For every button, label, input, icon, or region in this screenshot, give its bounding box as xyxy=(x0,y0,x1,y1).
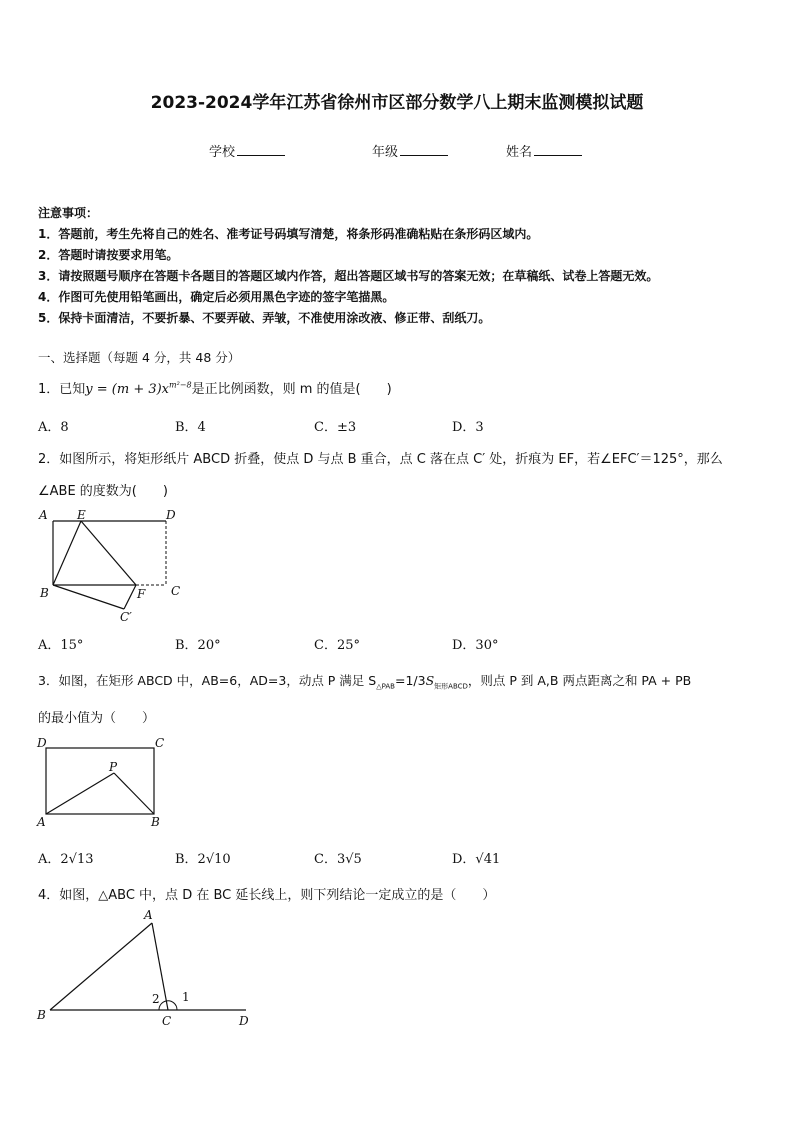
q2-line-1: 2．如图所示，将矩形纸片 ABCD 折叠，使点 D 与点 B 重合，点 C 落在点 C′ 处，折痕为 EF，若∠EFC′＝125°，那么 xyxy=(38,452,723,467)
label-a: A xyxy=(144,908,153,922)
label-angle-1: 1 xyxy=(182,990,190,1004)
grade-field[interactable] xyxy=(372,141,448,160)
q2-option-c[interactable]: C．25° xyxy=(314,638,360,653)
edge-c-prime-f xyxy=(124,585,136,609)
q1-pre: 1．已知 xyxy=(38,382,86,397)
q2-line-2: ∠ABE 的度数为( ) xyxy=(38,484,168,499)
label-f: F xyxy=(137,587,146,601)
q2-option-a[interactable]: A．15° xyxy=(38,638,84,653)
label-e: E xyxy=(77,508,86,522)
segment-pb xyxy=(114,773,154,814)
note-item: 5．保持卡面清洁，不要折暴、不要弄破、弄皱，不准使用涂改液、修正带、刮纸刀。 xyxy=(38,311,491,325)
label-b: B xyxy=(151,815,160,829)
name-field[interactable] xyxy=(506,141,582,160)
q1-option-a[interactable]: A．8 xyxy=(38,420,69,435)
q3-sub-pab: △PAB xyxy=(376,682,395,691)
label-c-prime: C′ xyxy=(120,610,132,624)
school-field[interactable] xyxy=(209,141,285,160)
q3-text-a: 3．如图，在矩形 ABCD 中，AB=6，AD=3，动点 P 满足 S xyxy=(38,673,377,688)
q1-exponent: m²−8 xyxy=(169,380,192,390)
note-item: 1．答题前，考生先将自己的姓名、准考证号码填写清楚，将条形码准确粘贴在条形码区域内。 xyxy=(38,227,539,241)
note-item: 2．答题时请按要求用笔。 xyxy=(38,248,179,262)
q3-option-a[interactable]: A．2√13 xyxy=(38,852,94,867)
angle-2-arc xyxy=(159,1001,166,1010)
label-c: C xyxy=(171,584,181,598)
q2-figure xyxy=(34,505,184,627)
q4-line-1: 4．如图，△ABC 中，点 D 在 BC 延长线上，则下列结论一定成立的是（ ） xyxy=(38,888,496,903)
q1-option-c[interactable]: C．±3 xyxy=(314,420,357,435)
q4-figure xyxy=(34,905,264,1035)
edge-bc-prime xyxy=(53,585,124,609)
q2-option-d[interactable]: D．30° xyxy=(452,638,499,653)
q2-option-b[interactable]: B．20° xyxy=(175,638,221,653)
school-blank[interactable] xyxy=(237,155,285,156)
q1-post: 是正比例函数，则 m 的值是( ) xyxy=(191,382,392,397)
q3-s: S xyxy=(425,673,435,688)
grade-label: 年级 xyxy=(372,145,399,160)
segment-pa xyxy=(46,773,114,814)
q3-option-b[interactable]: B．2√10 xyxy=(175,852,231,867)
page-title: 2023-2024学年江苏省徐州市区部分数学八上期末监测模拟试题 xyxy=(150,93,644,113)
label-a: A xyxy=(39,508,48,522)
name-label: 姓名 xyxy=(506,145,533,160)
note-item: 4．作图可先使用铅笔画出，确定后必须用黑色字迹的签字笔描黑。 xyxy=(38,290,395,304)
q3-sub-rect: 矩形ABCD xyxy=(434,682,468,691)
label-d: D xyxy=(239,1014,249,1028)
question-1 xyxy=(38,378,392,397)
label-c: C xyxy=(155,736,165,750)
q3-line-1 xyxy=(38,671,691,692)
section-heading: 一、选择题（每题 4 分，共 48 分） xyxy=(38,350,241,365)
q3-equals: = xyxy=(394,673,406,688)
q3-figure xyxy=(34,733,174,833)
q3-fraction: 1/3 xyxy=(405,673,426,688)
label-b: B xyxy=(37,1008,46,1022)
fold-ef xyxy=(81,521,136,585)
notes-heading: 注意事项： xyxy=(38,206,99,220)
notes-block xyxy=(38,203,658,329)
edge-be xyxy=(53,521,81,585)
q3-text-b: ，则点 P 到 A,B 两点距离之和 PA + PB xyxy=(467,673,692,688)
grade-blank[interactable] xyxy=(400,155,448,156)
label-d: D xyxy=(37,736,47,750)
q3-option-c[interactable]: C．3√5 xyxy=(314,852,362,867)
segment-ab xyxy=(50,923,152,1010)
label-c: C xyxy=(162,1014,172,1028)
q1-formula: y = (m + 3)x xyxy=(85,382,170,397)
q3-line-2: 的最小值为（ ） xyxy=(38,711,156,726)
label-angle-2: 2 xyxy=(152,992,160,1006)
label-p: P xyxy=(109,760,118,774)
q3-option-d[interactable]: D．√41 xyxy=(452,852,501,867)
label-d: D xyxy=(166,508,176,522)
q1-option-d[interactable]: D．3 xyxy=(452,420,484,435)
name-blank[interactable] xyxy=(534,155,582,156)
label-b: B xyxy=(40,586,49,600)
q1-option-b[interactable]: B．4 xyxy=(175,420,206,435)
note-item: 3．请按照题号顺序在答题卡各题目的答题区域内作答，超出答题区域书写的答案无效；在草稿纸、试卷上答题无效。 xyxy=(38,269,659,283)
label-a: A xyxy=(37,815,46,829)
school-label: 学校 xyxy=(209,145,236,160)
